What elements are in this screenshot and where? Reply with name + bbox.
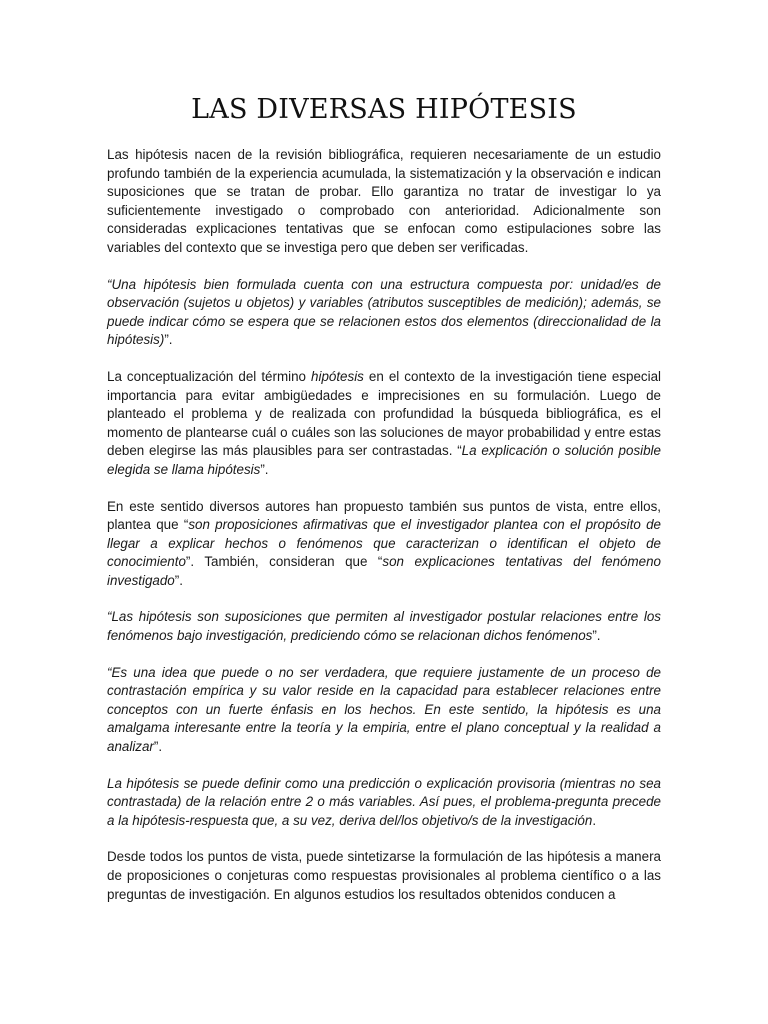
paragraph-4-text-b: ”. También, consideran que “ xyxy=(185,554,383,570)
paragraph-3-term: hipótesis xyxy=(311,368,364,384)
paragraph-3-closing: ”. xyxy=(260,461,269,477)
paragraph-5-quote xyxy=(107,608,661,645)
paragraph-8-text: Desde todos los puntos de vista, puede sintetizarse la formulación de las hipótesis a manera de proposiciones o conjeturas como respuestas provisionales al problema científico o a las preguntas de investigación. En algunos estudios los resultados obtenidos conducen a xyxy=(107,849,661,902)
paragraph-4 xyxy=(107,498,661,591)
paragraph-6-quote xyxy=(107,664,661,757)
paragraph-7-closing: . xyxy=(592,812,597,828)
paragraph-1-text: Las hipótesis nacen de la revisión bibliográfica, requieren necesariamente de un estudio profundo también de la experiencia acumulada, la sistematización y la observación e indican suposiciones que se tratan de probar. Ello garantiza no tratar de investigar lo ya suficientemente investigado o comprobado con anterioridad. Adicionalmente son consideradas explicaciones tentativas que se enfocan como estipulaciones sobre las variables del contexto que se investiga pero que deben ser verificadas. xyxy=(107,147,661,255)
paragraph-4-quote-b: son explicaciones tentativas del fenómeno investigado xyxy=(107,554,662,588)
paragraph-6-closing: ”. xyxy=(153,739,163,755)
paragraph-7-text: La hipótesis se puede definir como una predicción o explicación provisoria (mientras no sea contrastada) de la relación entre 2 o más variables. Así pues, el problema-pregunta precede a la hipótesis-respuesta que, a su vez, deriva del/los objetivo/s de la investigación xyxy=(107,775,661,828)
paragraph-2-quote-text: “Una hipótesis bien formulada cuenta con una estructura compuesta por: unidad/es de observación (sujetos u objetos) y variables (atributos susceptibles de medición); además, se puede indicar cómo se espera que se relacionen estos dos elementos (direccionalidad de la hipótesis) xyxy=(107,276,661,348)
paragraph-5-closing: ”. xyxy=(592,628,601,644)
document-title: LAS DIVERSAS HIPÓTESIS xyxy=(191,94,577,125)
paragraph-5-quote-text: “Las hipótesis son suposiciones que permiten al investigador postular relaciones entre los fenómenos bajo investigación, prediciendo cómo se relacionan dichos fenómenos xyxy=(107,609,661,644)
paragraph-3 xyxy=(107,368,661,480)
paragraph-2-closing: ”. xyxy=(164,332,173,348)
paragraph-4-text-a: En este sentido diversos autores han propuesto también sus puntos de vista, entre ellos, plantea que “ xyxy=(107,498,661,533)
paragraph-8 xyxy=(107,848,661,904)
paragraph-3-text-b: en el contexto de la investigación tiene especial importancia para evitar ambigüedades e imprecisiones en su formulación. Luego de planteado el problema y de realizada con profundidad la búsqueda bibliográfica, es el momento de plantearse cuál o cuáles son las soluciones de mayor probabilidad y entre estas deben elegirse las más plausibles para ser contrastadas. “ xyxy=(107,368,661,459)
paragraph-2-quote xyxy=(107,276,661,350)
paragraph-1 xyxy=(107,146,661,258)
paragraph-4-quote-a: son proposiciones afirmativas que el investigador plantea con el propósito de llegar a explicar hechos o fenómenos que caracterizan o identifican el objeto de conocimiento xyxy=(107,517,661,570)
paragraph-3-text-a: La conceptualización del término xyxy=(107,368,312,384)
document-page xyxy=(107,0,661,904)
paragraph-4-closing: ”. xyxy=(174,572,183,588)
paragraph-6-quote-text: “Es una idea que puede o no ser verdadera, que requiere justamente de un proceso de contrastación empírica y su valor reside en la capacidad para establecer relaciones entre conceptos con un fuerte énfasis en los hechos. En este sentido, la hipótesis es una amalgama interesante entre la teoría y la empiria, entre el plano conceptual y la realidad a analizar xyxy=(107,664,661,755)
paragraph-3-quote: La explicación o solución posible elegida se llama hipótesis xyxy=(107,443,661,477)
paragraph-7-italic xyxy=(107,775,661,831)
